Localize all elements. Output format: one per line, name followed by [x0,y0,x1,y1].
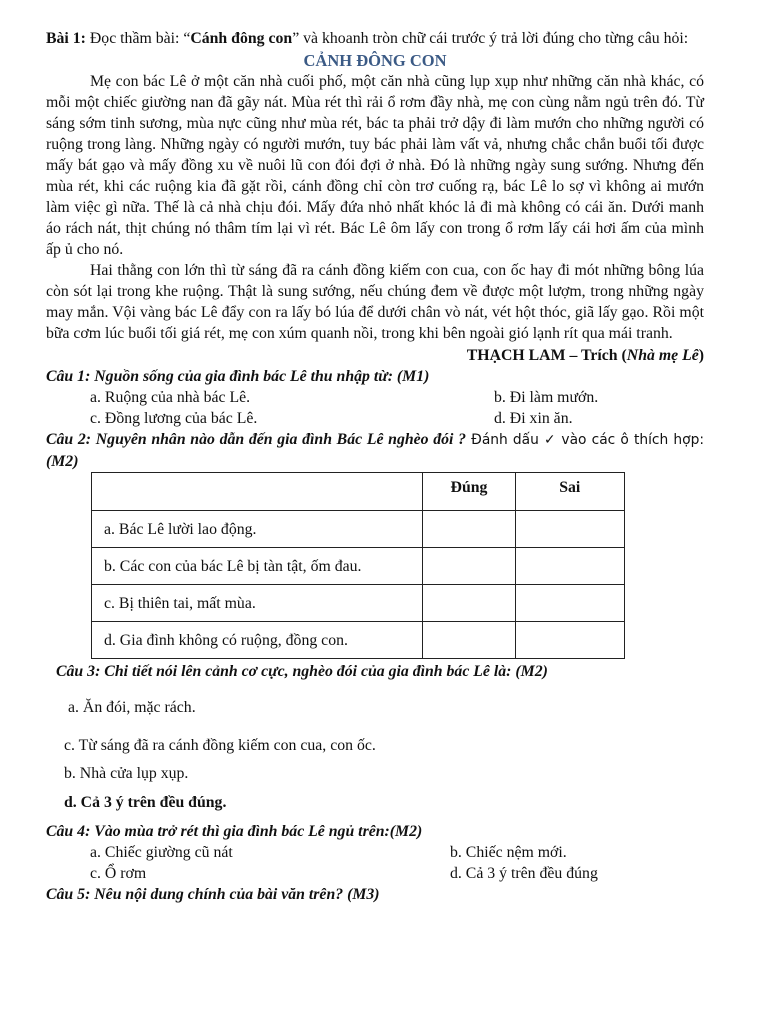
false-checkbox-cell[interactable] [515,622,624,659]
q4-option-c[interactable]: c. Ổ rơm [90,865,147,882]
q2-text: Câu 2: Nguyên nhân nào dẫn đến gia đình Bác Lê nghèo đói ? [46,431,467,448]
credit-work: Nhà mẹ Lê [626,347,699,364]
table-row [92,622,625,659]
false-checkbox-cell[interactable] [515,511,624,548]
task-label: Bài 1: [46,30,86,47]
q3-option-c[interactable]: c. Từ sáng đã ra cánh đồng kiếm con cua, con ốc. [64,737,376,754]
q3-option-b[interactable]: b. Nhà cửa lụp xụp. [64,765,189,782]
table-row-statement: b. Các con của bác Lê bị tàn tật, ốm đau. [92,548,423,585]
true-checkbox-cell[interactable] [423,511,515,548]
question-4-options [46,842,704,884]
table-header-true: Đúng [423,473,515,511]
true-false-table [91,472,625,659]
story-credit [46,345,704,366]
table-row [92,548,625,585]
true-checkbox-cell[interactable] [423,622,515,659]
question-3: Câu 3: Chi tiết nói lên cảnh cơ cực, nghèo đói của gia đình bác Lê là: (M2) [56,663,548,680]
false-checkbox-cell[interactable] [515,548,624,585]
table-row-statement: c. Bị thiên tai, mất mùa. [92,585,423,622]
table-header-row [92,473,625,511]
false-checkbox-cell[interactable] [515,585,624,622]
table-row [92,585,625,622]
table-header-blank [92,473,423,511]
q1-option-d[interactable]: d. Đi xin ăn. [494,410,573,427]
true-checkbox-cell[interactable] [423,585,515,622]
question-1-options [46,387,704,429]
table-header-false: Sai [515,473,624,511]
question-2 [46,429,704,472]
question-1: Câu 1: Nguồn sống của gia đình bác Lê thu nhập từ: (M1) [46,368,430,385]
task-instruction [46,28,704,49]
q1-option-c[interactable]: c. Đồng lương của bác Lê. [90,410,258,427]
story-title: CẢNH ĐÔNG CON [303,51,447,70]
table-row [92,511,625,548]
q4-option-a[interactable]: a. Chiếc giường cũ nát [90,844,233,861]
q4-option-b[interactable]: b. Chiếc nệm mới. [450,844,567,861]
q3-option-d[interactable]: d. Cả 3 ý trên đều đúng. [64,794,227,811]
q2-level: (M2) [46,453,79,470]
q4-option-d[interactable]: d. Cả 3 ý trên đều đúng [450,865,598,882]
q1-option-b[interactable]: b. Đi làm mướn. [494,389,599,406]
task-text-after: ” và khoanh tròn chữ cái trước ý trả lời đúng cho từng câu hỏi: [292,30,689,47]
table-row-statement: a. Bác Lê lười lao động. [92,511,423,548]
q1-option-a[interactable]: a. Ruộng của nhà bác Lê. [90,389,251,406]
credit-author: THẠCH LAM – Trích ( [466,347,627,364]
story-paragraph-2: Hai thằng con lớn thì từ sáng đã ra cánh đồng kiếm con cua, con ốc hay đi mót những bông lúa còn sót lại trong khe ruộng. Thật là sung sướng, nếu chúng đem về được một lượm, trong những ngày may mắn. Vội vàng bác Lê đẩy con ra lấy bó lúa để dưới chân vò nát, vét hột thóc, giã lấy gạo. Rồi một bữa cơm lúc buổi tối giá rét, mẹ con xúm quanh nồi, trong khi bên ngoài gió lạnh rít qua mái tranh. [46,262,704,342]
task-text-before: Đọc thầm bài: “ [85,30,191,47]
credit-end: ) [698,347,704,364]
question-4: Câu 4: Vào mùa trở rét thì gia đình bác Lê ngủ trên:(M2) [46,823,423,840]
true-checkbox-cell[interactable] [423,548,515,585]
q3-option-a[interactable]: a. Ăn đói, mặc rách. [68,699,196,716]
question-5: Câu 5: Nêu nội dung chính của bài văn trên? (M3) [46,886,380,903]
story-paragraph-1: Mẹ con bác Lê ở một căn nhà cuối phố, một căn nhà cũng lụp xụp như những căn nhà khác, có mỗi một chiếc giường nan đã gãy nát. Mùa rét thì rải ổ rơm đầy nhà, mẹ con cùng nằm ngủ trên đó. Từ sáng sớm tinh sương, mùa nực cũng như mùa rét, bác ta phải trở dậy đi làm mướn cho những người có ruộng trong làng. Những ngày có người mướn, tuy bác phải làm vất vả, nhưng chắc chắn buổi tối được mấy bát gạo và mấy đồng xu về nuôi lũ con đói đợi ở nhà. Đó là những ngày sung sướng. Nhưng đến mùa rét, khi các ruộng kia đã gặt rồi, cánh đồng chỉ còn trơ cuống rạ, bác Lê lo sợ vì không ai mướn làm việc gì nữa. Thế là cả nhà chịu đói. Mấy đứa nhỏ nhất khóc lả đi mà không có cái ăn. Dưới manh áo rách nát, thịt chúng nó thâm tím lại vì rét. Bác Lê ôm lấy con trong ổ rơm lấy cái hơi ấm của mình ấp ủ cho nó. [46,73,704,258]
q2-instruction: Đánh dấu ✓ vào các ô thích hợp: [466,432,704,448]
table-row-statement: d. Gia đình không có ruộng, đồng con. [92,622,423,659]
task-title-ref: Cánh đông con [190,30,293,47]
